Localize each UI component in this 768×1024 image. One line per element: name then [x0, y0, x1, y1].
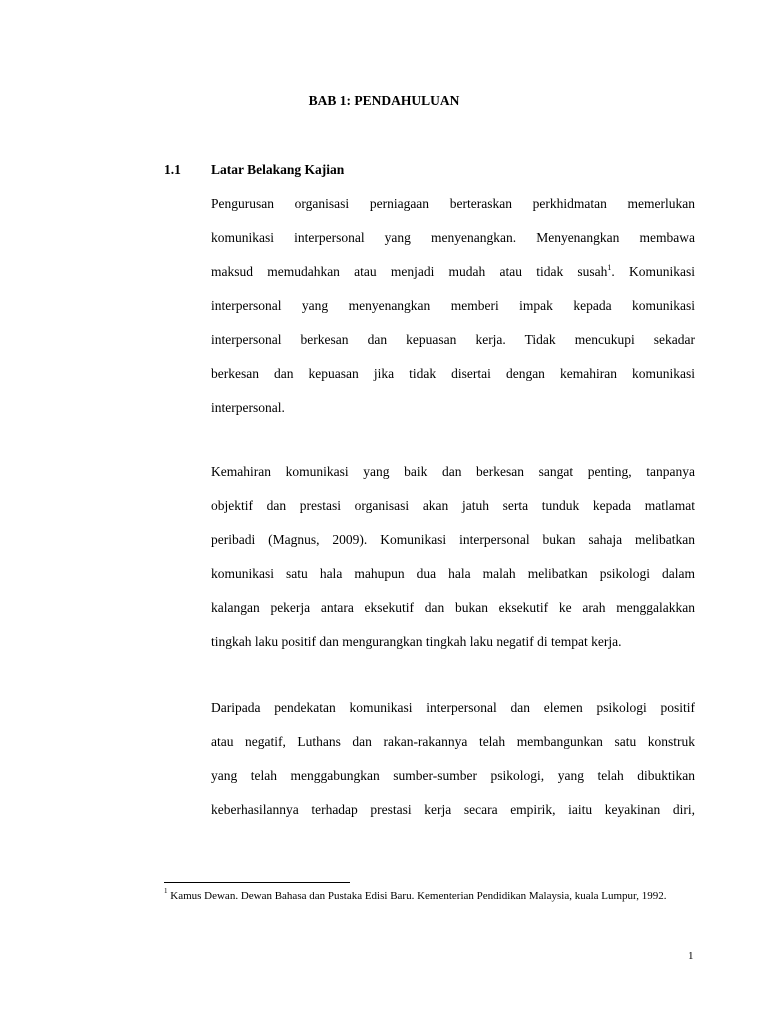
text-line: interpersonal.: [211, 400, 285, 415]
footnote-separator: [164, 882, 350, 883]
text-line: komunikasi interpersonal yang menyenangkan. Menyenangkan membawa: [211, 230, 695, 245]
text-line: tingkah laku positif dan mengurangkan tingkah laku negatif di tempat kerja.: [211, 634, 622, 649]
text-line: keberhasilannya terhadap prestasi kerja secara empirik, iaitu keyakinan diri,: [211, 802, 695, 817]
chapter-title: BAB 1: PENDAHULUAN: [308, 93, 460, 108]
section-number: 1.1: [164, 162, 181, 177]
footnote-reference: 1: [607, 262, 612, 272]
text-line-with-footnote: [211, 264, 695, 280]
text-line: kalangan pekerja antara eksekutif dan bukan eksekutif ke arah menggalakkan: [211, 600, 695, 615]
text-line: Daripada pendekatan komunikasi interpersonal dan elemen psikologi positif: [211, 700, 695, 715]
footnote-text: Kamus Dewan. Dewan Bahasa dan Pustaka Edisi Baru. Kementerian Pendidikan Malaysia, kuala Lumpur, 1992.: [170, 890, 667, 902]
footnote-marker: 1: [164, 887, 168, 896]
text-line: atau negatif, Luthans dan rakan-rakannya telah membangunkan satu konstruk: [211, 734, 695, 749]
text-line: peribadi (Magnus, 2009). Komunikasi interpersonal bukan sahaja melibatkan: [211, 532, 695, 547]
footnote: [164, 888, 695, 905]
text-line: Kemahiran komunikasi yang baik dan berkesan sangat penting, tanpanya: [211, 464, 695, 479]
text-line: berkesan dan kepuasan jika tidak disertai dengan kemahiran komunikasi: [211, 366, 695, 381]
text-line-part: . Komunikasi: [611, 264, 695, 279]
page-number: 1: [688, 950, 694, 962]
text-line-part: maksud memudahkan atau menjadi mudah atau tidak susah: [211, 264, 608, 279]
text-line: interpersonal berkesan dan kepuasan kerja. Tidak mencukupi sekadar: [211, 332, 695, 347]
text-line: yang telah menggabungkan sumber-sumber psikologi, yang telah dibuktikan: [211, 768, 695, 783]
text-line: objektif dan prestasi organisasi akan jatuh serta tunduk kepada matlamat: [211, 498, 695, 513]
text-line: komunikasi satu hala mahupun dua hala malah melibatkan psikologi dalam: [211, 566, 695, 581]
section-title: Latar Belakang Kajian: [211, 162, 345, 177]
text-line: Pengurusan organisasi perniagaan berteraskan perkhidmatan memerlukan: [211, 196, 695, 211]
text-line: interpersonal yang menyenangkan memberi impak kepada komunikasi: [211, 298, 695, 313]
